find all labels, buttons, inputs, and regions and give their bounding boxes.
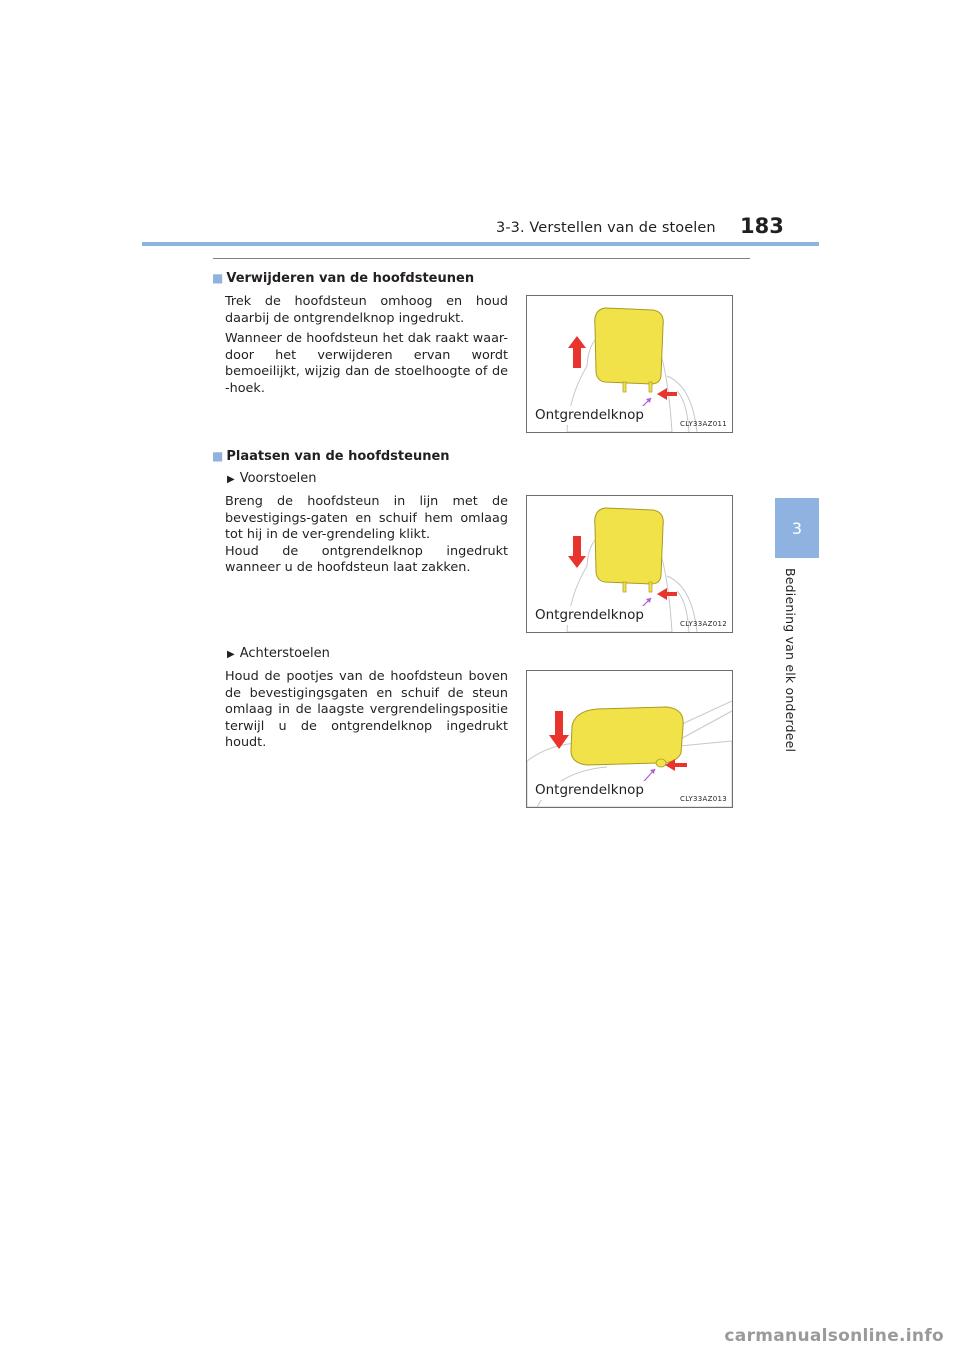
triangle-bullet-icon: ▶ [227, 474, 235, 485]
figure-remove-front-headrest [526, 295, 733, 433]
chapter-title: Bediening van elk onderdeel [783, 568, 798, 753]
figure-code: CLY33AZ013 [680, 795, 727, 803]
square-bullet-icon: ■ [212, 271, 224, 285]
square-bullet-icon: ■ [212, 449, 224, 463]
figure-install-rear-headrest [526, 670, 733, 808]
page-number: 183 [740, 214, 784, 238]
paragraph: Trek de hoofdsteun omhoog en houd daarbij de ontgrendelknop ingedrukt. [225, 294, 508, 326]
paragraph: Houd de pootjes van de hoofdsteun boven de bevestigingsgaten en schuif de steun omlaag in de laagste vergrendelingspositie terwijl u de ontgrendelknop ingedrukt houdt. [225, 669, 508, 750]
chapter-number: 3 [791, 518, 803, 538]
header-rule [142, 242, 819, 246]
section-title: 3-3. Verstellen van de stoelen [496, 220, 716, 236]
watermark: carmanualsonline.info [724, 1326, 944, 1346]
section-rule [213, 258, 750, 259]
paragraph: Breng de hoofdsteun in lijn met de bevestigings-gaten en schuif hem omlaag tot hij in de ver-grendeling klikt. Houd de ontgrendelknop ingedrukt wanneer u de hoofdsteun laat zakken. [225, 494, 508, 575]
section-heading [212, 449, 450, 464]
figure-install-front-headrest [526, 495, 733, 633]
section-body [225, 294, 508, 397]
triangle-bullet-icon: ▶ [227, 649, 235, 660]
section-heading-text: Verwijderen van de hoofdsteunen [226, 271, 475, 286]
release-button-callout: Ontgrendelknop [531, 781, 649, 800]
subsection-heading [227, 646, 330, 661]
subsection-heading-text: Achterstoelen [239, 646, 330, 661]
subsection-heading [227, 471, 317, 486]
paragraph: Wanneer de hoofdsteun het dak raakt waar-door het verwijderen ervan wordt bemoeilijkt, wijzig dan de stoelhoogte of de -hoek. [225, 331, 508, 396]
chapter-tab [775, 498, 819, 558]
release-button-callout: Ontgrendelknop [531, 406, 649, 425]
figure-code: CLY33AZ012 [680, 620, 727, 628]
section-heading [212, 271, 474, 286]
figure-code: CLY33AZ011 [680, 420, 727, 428]
subsection-heading-text: Voorstoelen [239, 471, 317, 486]
release-button-callout: Ontgrendelknop [531, 606, 649, 625]
section-heading-text: Plaatsen van de hoofdsteunen [226, 449, 450, 464]
